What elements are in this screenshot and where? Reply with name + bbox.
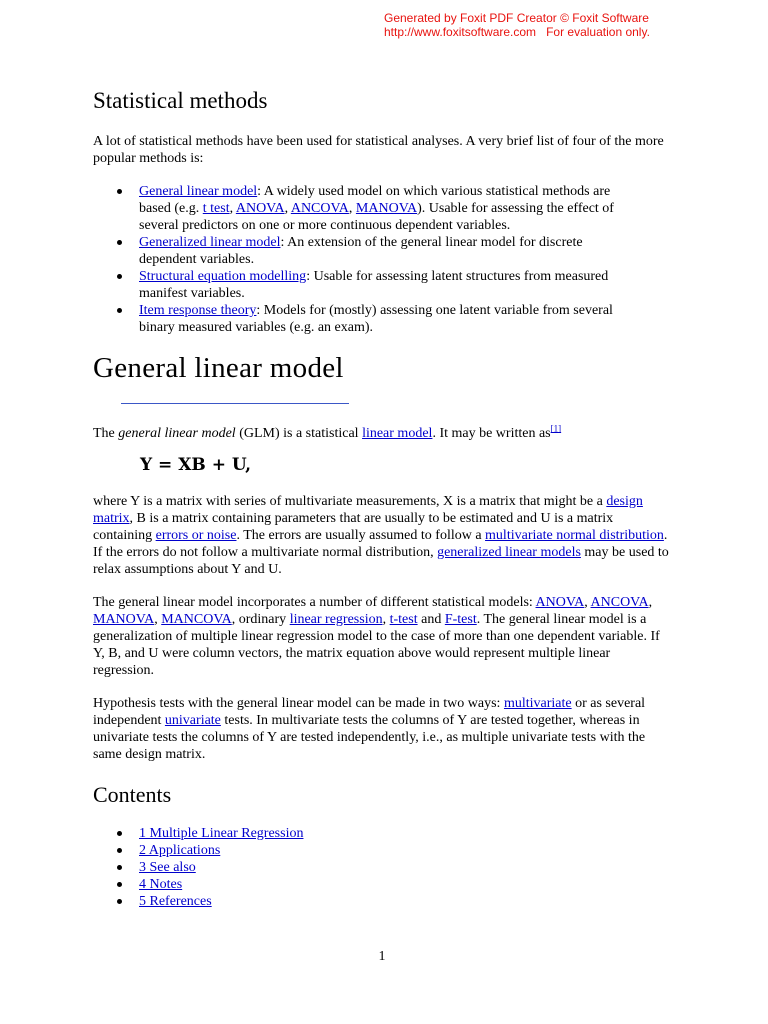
list-item-separator: , xyxy=(229,201,236,216)
contents-item xyxy=(93,876,633,893)
paragraph-text: The general linear model incorporates a number of different statistical models: xyxy=(93,595,536,610)
paragraph-text: Hypothesis tests with the general linear model can be made in two ways: xyxy=(93,696,504,711)
toc-notes-link[interactable]: 4 Notes xyxy=(139,877,183,892)
toc-references-link[interactable]: 5 References xyxy=(139,894,212,909)
linear-regression-link[interactable]: linear regression xyxy=(289,612,383,627)
errors-or-noise-link[interactable]: errors or noise xyxy=(155,528,237,543)
glm-formula: Y = XB + U, xyxy=(140,455,252,475)
contents-item xyxy=(93,893,633,910)
paragraph-text: . The errors are usually assumed to follow a xyxy=(236,528,486,543)
list-item-text: ). Usable for assessing the effect of several predictors on one or more continuous dependent variables. xyxy=(139,201,614,233)
paragraph-text: The xyxy=(93,426,119,441)
paragraph-text: where Y is a matrix with series of multivariate measurements, X is a matrix that might be a xyxy=(93,494,607,509)
univariate-link[interactable]: univariate xyxy=(164,713,221,728)
f-test-link[interactable]: F-test xyxy=(444,612,477,627)
heading-underline xyxy=(121,403,349,404)
paragraph-text: and xyxy=(417,612,445,627)
structural-equation-modelling-link[interactable]: Structural equation modelling xyxy=(139,269,307,284)
multivariate-normal-distribution-link[interactable]: multivariate normal distribution xyxy=(485,528,664,543)
paragraph-text: or as several independent xyxy=(93,696,646,728)
list-item-text: : A widely used model on which various statistical methods are based (e.g. xyxy=(139,184,611,216)
paragraph-separator: , xyxy=(382,612,390,627)
contents-item xyxy=(93,859,633,876)
toc-applications-link[interactable]: 2 Applications xyxy=(139,843,221,858)
manova-link[interactable]: MANOVA xyxy=(355,201,418,216)
watermark-url-link[interactable]: http://www.foxitsoftware.com xyxy=(384,25,537,39)
citation-1-link[interactable]: [1] xyxy=(550,423,562,434)
list-item-separator: , xyxy=(348,201,356,216)
multivariate-link[interactable]: multivariate xyxy=(503,696,572,711)
toc-see-also-link[interactable]: 3 See also xyxy=(139,860,196,875)
list-item-text: : Models for (mostly) assessing one latent variable from several binary measured variables (e.g. an exam). xyxy=(139,303,613,335)
glm-paragraph-4 xyxy=(93,695,673,763)
contents-heading: Contents xyxy=(93,782,172,807)
statistical-methods-list xyxy=(93,183,633,336)
paragraph-separator: , xyxy=(154,612,162,627)
generalized-linear-model-link[interactable]: Generalized linear model xyxy=(139,235,281,250)
list-item xyxy=(93,234,633,268)
ancova-link[interactable]: ANCOVA xyxy=(590,595,649,610)
anova-link[interactable]: ANOVA xyxy=(235,201,285,216)
glm-intro-paragraph xyxy=(93,425,673,442)
glm-term: general linear model xyxy=(118,426,236,441)
list-item xyxy=(93,302,633,336)
paragraph-text: may be used to relax assumptions about Y and U. xyxy=(93,545,669,577)
anova-link[interactable]: ANOVA xyxy=(535,595,585,610)
glm-paragraph-3 xyxy=(93,594,673,679)
paragraph-separator: , xyxy=(648,595,653,610)
paragraph-text: , ordinary xyxy=(231,612,290,627)
list-item-text: : Usable for assessing latent structures from measured manifest variables. xyxy=(139,269,609,301)
paragraph-text: . The general linear model is a generalization of multiple linear regression model to the case of more than one dependent variable. If Y, B, and U were column vectors, the matrix equation above would represent multiple linear regression. xyxy=(93,612,660,678)
contents-item xyxy=(93,825,633,842)
list-item-text: : An extension of the general linear model for discrete dependent variables. xyxy=(139,235,583,267)
toc-multiple-linear-regression-link[interactable]: 1 Multiple Linear Regression xyxy=(139,826,304,841)
contents-item xyxy=(93,842,633,859)
design-matrix-link[interactable]: design matrix xyxy=(93,494,643,526)
foxit-watermark xyxy=(384,11,674,39)
statistical-methods-intro: A lot of statistical methods have been used for statistical analyses. A very brief list of four of the more popular methods is: xyxy=(93,134,664,166)
list-item xyxy=(93,268,633,302)
linear-model-link[interactable]: linear model xyxy=(362,426,433,441)
list-item-separator: , xyxy=(284,201,291,216)
generalized-linear-models-link[interactable]: generalized linear models xyxy=(437,545,581,560)
paragraph-text: tests. In multivariate tests the columns of Y are tested together, whereas in univariate tests the columns of Y are tested independently, i.e., as multiple univariate tests with the same design matrix. xyxy=(93,713,646,762)
paragraph-text: (GLM) is a statistical xyxy=(235,426,363,441)
watermark-line-1: Generated by Foxit PDF Creator © Foxit Software xyxy=(384,11,649,25)
statistical-methods-heading: Statistical methods xyxy=(93,88,268,113)
watermark-line-2 xyxy=(384,25,674,39)
paragraph-text: , B is a matrix containing parameters that are usually to be estimated and U is a matrix containing xyxy=(93,511,614,543)
paragraph-separator: , xyxy=(584,595,591,610)
list-item xyxy=(93,183,633,234)
t-test-link[interactable]: t test xyxy=(202,201,230,216)
paragraph-text: . It may be written as xyxy=(432,426,551,441)
manova-link[interactable]: MANOVA xyxy=(93,612,155,627)
glm-paragraph-2 xyxy=(93,493,673,578)
contents-list xyxy=(93,825,633,910)
watermark-note: For evaluation only. xyxy=(546,25,650,39)
item-response-theory-link[interactable]: Item response theory xyxy=(139,303,257,318)
page-number: 1 xyxy=(378,949,386,964)
mancova-link[interactable]: MANCOVA xyxy=(161,612,232,627)
general-linear-model-link[interactable]: General linear model xyxy=(139,184,258,199)
ancova-link[interactable]: ANCOVA xyxy=(290,201,349,216)
t-test-link[interactable]: t-test xyxy=(389,612,418,627)
general-linear-model-heading: General linear model xyxy=(93,352,344,384)
paragraph-text: . If the errors do not follow a multivariate normal distribution, xyxy=(93,528,668,560)
